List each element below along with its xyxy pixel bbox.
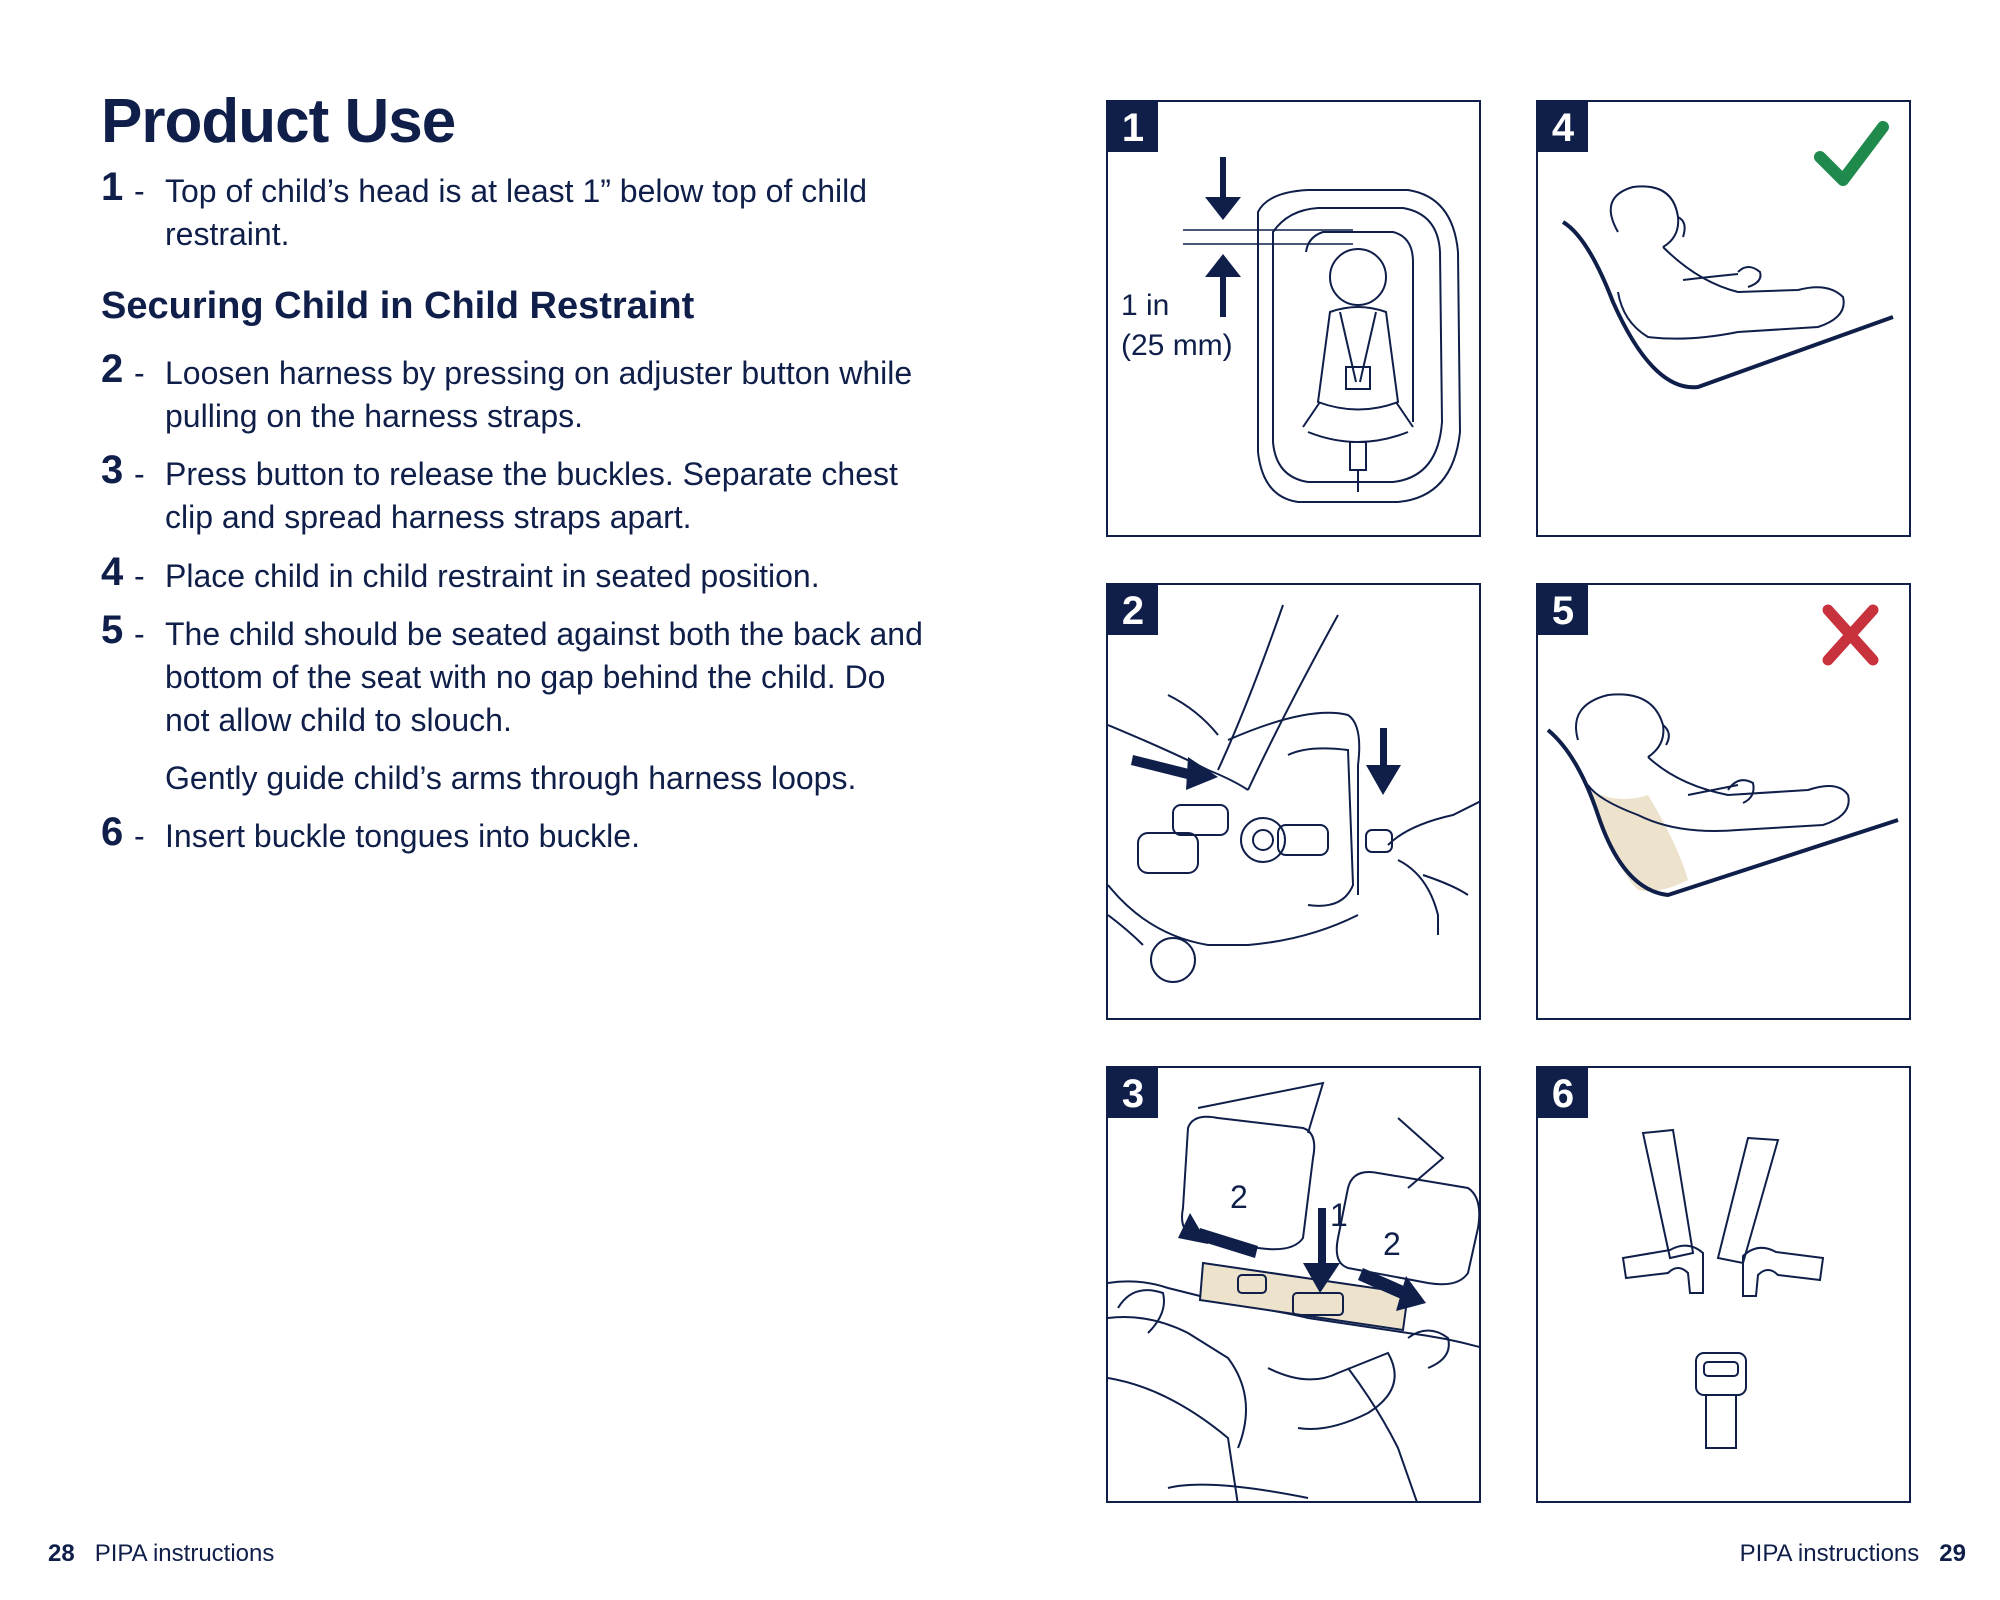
step-dash: - xyxy=(134,173,145,209)
step-text: Press button to release the buckles. Separate chest clip and spread harness straps apart. xyxy=(165,456,898,535)
step-dash: - xyxy=(134,456,145,492)
step-text: The child should be seated against both the back and bottom of the seat with no gap behind the child. Do not allow child to slouch. xyxy=(165,616,923,738)
section-heading: Securing Child in Child Restraint xyxy=(101,285,695,327)
footer-left xyxy=(48,1540,274,1568)
step-dash: - xyxy=(134,558,145,594)
panel-step-3 xyxy=(1106,1066,1481,1503)
release-buckle-illustration xyxy=(1108,1068,1481,1503)
check-icon xyxy=(1820,127,1883,180)
buckle-tongues-illustration xyxy=(1538,1068,1911,1503)
incorrect-seating-illustration xyxy=(1538,585,1911,1020)
panel-badge: 2 xyxy=(1108,585,1158,635)
correct-seating-illustration xyxy=(1538,102,1911,537)
panel-step-4 xyxy=(1536,100,1911,537)
step-dash: - xyxy=(134,818,145,854)
panel-badge: 1 xyxy=(1108,102,1158,152)
panel-step-6 xyxy=(1536,1066,1911,1503)
step-number: 2 xyxy=(101,347,124,391)
step-number: 1 xyxy=(101,165,124,209)
step-text: Top of child’s head is at least 1” below top of child restraint. xyxy=(165,173,868,252)
measure-label-mm: (25 mm) xyxy=(1121,329,1233,362)
panel-step-2 xyxy=(1106,583,1481,1020)
car-seat-head-clearance-illustration xyxy=(1108,102,1481,537)
panel-badge: 6 xyxy=(1538,1068,1588,1118)
panel-badge: 4 xyxy=(1538,102,1588,152)
step-text: Insert buckle tongues into buckle. xyxy=(165,818,640,854)
step-text: Place child in child restraint in seated position. xyxy=(165,558,820,594)
panel-step-1 xyxy=(1106,100,1481,537)
page-number-left: 28 xyxy=(48,1540,75,1567)
step-dash: - xyxy=(134,355,145,391)
step-number: 4 xyxy=(101,550,124,594)
panel-step-5 xyxy=(1536,583,1911,1020)
step-text: Loosen harness by pressing on adjuster button while pulling on the harness straps. xyxy=(165,355,913,434)
arrow-label-center: 1 xyxy=(1330,1197,1348,1233)
step-number: 3 xyxy=(101,448,124,492)
step-number: 6 xyxy=(101,810,124,854)
step-number: 5 xyxy=(101,608,124,652)
arrow-label-left: 2 xyxy=(1230,1179,1248,1215)
step-dash: - xyxy=(134,616,145,652)
footer-left-text: PIPA instructions xyxy=(94,1540,275,1567)
page-number-right: 29 xyxy=(1939,1540,1966,1567)
footer-right-text: PIPA instructions xyxy=(1739,1540,1920,1567)
measure-label-in: 1 in xyxy=(1121,289,1170,322)
footer-right xyxy=(1740,1540,1966,1568)
step-5-note: Gently guide child’s arms through harness loops. xyxy=(165,760,857,796)
panel-badge: 5 xyxy=(1538,585,1588,635)
page-title: Product Use xyxy=(101,87,456,156)
panel-badge: 3 xyxy=(1108,1068,1158,1118)
arrow-label-right: 2 xyxy=(1383,1226,1401,1262)
cross-icon xyxy=(1828,610,1873,660)
loosen-harness-illustration xyxy=(1108,585,1481,1020)
